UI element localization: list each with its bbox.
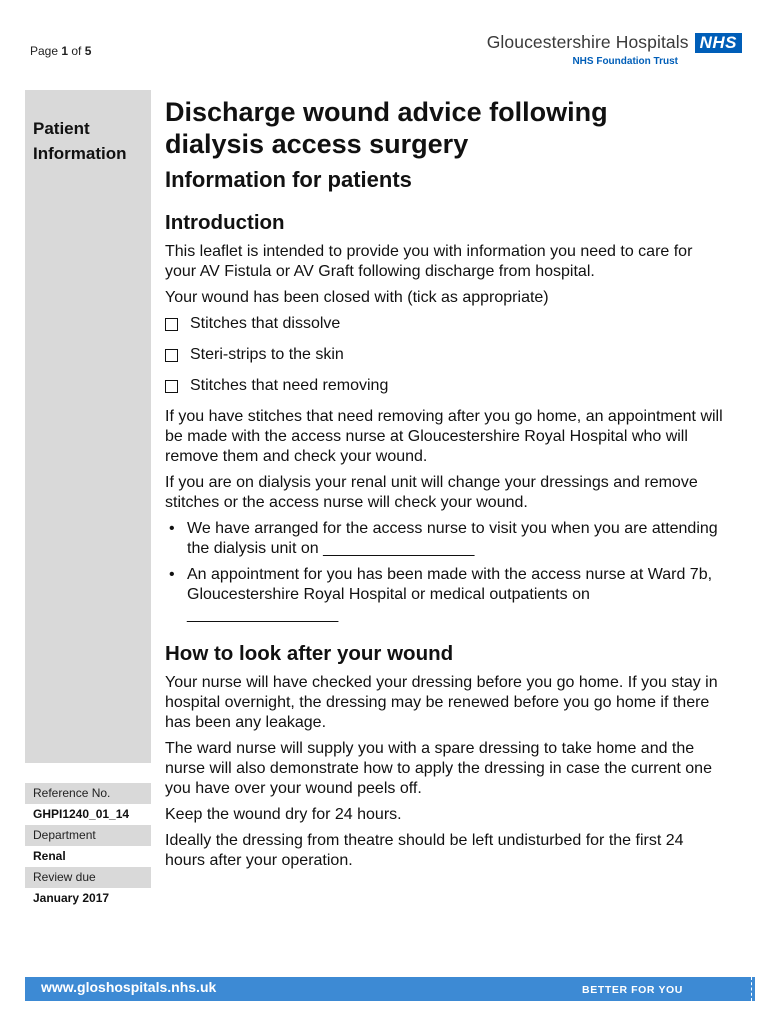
footer-bar <box>25 977 755 1001</box>
date-blank[interactable]: _________________ <box>323 540 475 557</box>
footer-tagline: BETTER FOR YOU <box>582 984 683 996</box>
website-link[interactable]: www.gloshospitals.nhs.uk <box>41 979 217 995</box>
list-item: • An appointment for you has been made with the access nurse at Ward 7b, Gloucestershire Royal Hospital or medical outpatients on _________________ <box>169 566 713 623</box>
hospital-logo <box>487 32 742 67</box>
care-paragraph: Ideally the dressing from theatre should be left undisturbed for the first 24 hours after your operation. <box>165 832 684 869</box>
sidebar-category: Patient Information <box>33 119 127 163</box>
trust-name: NHS Foundation Trust <box>572 56 678 67</box>
document-info <box>25 783 151 909</box>
nhs-badge: NHS <box>695 33 742 53</box>
care-paragraph: Keep the wound dry for 24 hours. <box>165 806 402 823</box>
review-label: Review due <box>25 867 151 888</box>
appointment-list <box>165 519 725 625</box>
footer-edge <box>751 977 755 1001</box>
page-title: Discharge wound advice following dialysis access surgery <box>165 97 608 159</box>
list-item: • We have arranged for the access nurse to visit you when you are attending the dialysis unit on _________________ <box>169 520 718 557</box>
closure-question: Your wound has been closed with (tick as appropriate) <box>165 289 549 306</box>
introduction-heading: Introduction <box>165 211 285 234</box>
care-paragraph: The ward nurse will supply you with a spare dressing to take home and the nurse will also demonstrate how to apply the dressing in case the current one you have over your wound peels off. <box>165 740 712 797</box>
care-heading: How to look after your wound <box>165 642 454 665</box>
sidebar-panel <box>25 90 151 763</box>
dialysis-paragraph: If you are on dialysis your renal unit will change your dressings and remove stitches or the access nurse will check your wound. <box>165 474 698 511</box>
org-name: Gloucestershire Hospitals <box>486 32 689 52</box>
date-blank[interactable]: _________________ <box>187 606 339 623</box>
checkbox-item-dissolve[interactable]: Stitches that dissolve <box>165 314 725 334</box>
review-value: January 2017 <box>33 891 110 905</box>
main-content <box>165 96 725 877</box>
intro-paragraph: This leaflet is intended to provide you with information you need to care for your AV Fistula or AV Graft following discharge from hospital. <box>165 243 693 280</box>
page-subtitle: Information for patients <box>165 167 412 192</box>
checkbox[interactable] <box>165 318 178 331</box>
checkbox-item-removing[interactable]: Stitches that need removing <box>165 376 725 396</box>
checkbox[interactable] <box>165 380 178 393</box>
reference-label: Reference No. <box>25 783 151 804</box>
checkbox-item-steri-strips[interactable]: Steri-strips to the skin <box>165 345 725 365</box>
stitches-paragraph: If you have stitches that need removing after you go home, an appointment will be made with the access nurse at Gloucestershire Royal Hospital who will remove them and check your wound. <box>165 408 723 465</box>
reference-value: GHPI1240_01_14 <box>33 807 130 821</box>
care-paragraph: Your nurse will have checked your dressing before you go home. If you stay in hospital overnight, the dressing may be renewed before you go home if there has been any leakage. <box>165 674 718 731</box>
checkbox[interactable] <box>165 349 178 362</box>
department-value: Renal <box>33 849 66 863</box>
department-label: Department <box>25 825 151 846</box>
page-number: Page 1 of 5 <box>30 44 92 58</box>
